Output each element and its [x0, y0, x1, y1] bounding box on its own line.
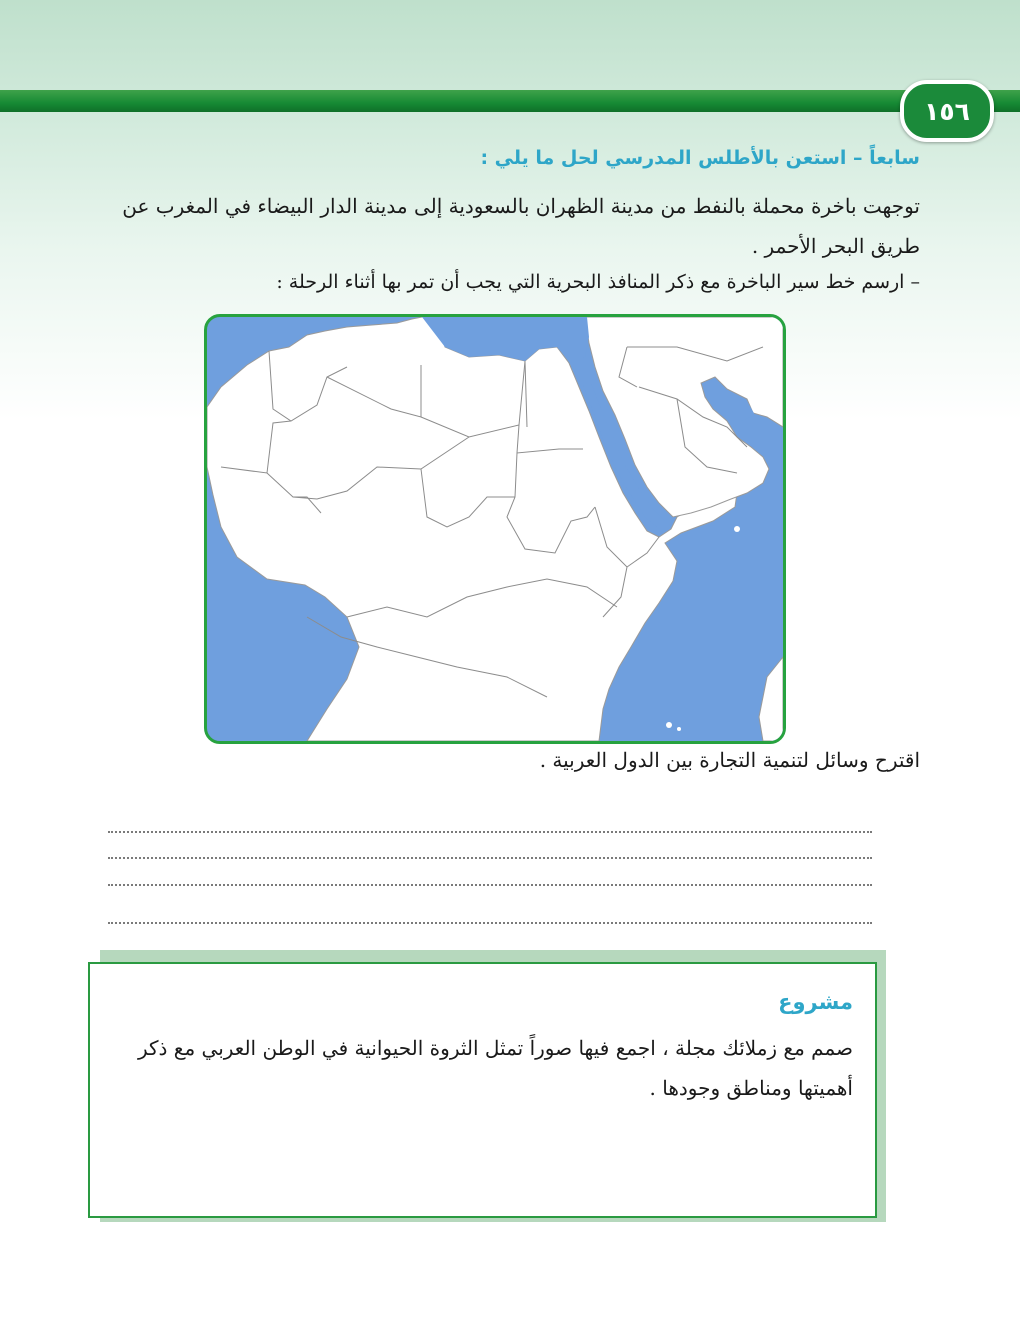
project-title: مشروع — [778, 990, 853, 1014]
section-heading: سابعاً – استعن بالأطلس المدرسي لحل ما يلي : — [480, 147, 920, 169]
trip-description: توجهت باخرة محملة بالنفط من مدينة الظهران بالسعودية إلى مدينة الدار البيضاء في المغرب عن طريق البحر الأحمر . — [122, 194, 920, 258]
answer-line-3[interactable] — [108, 884, 872, 886]
project-box — [88, 962, 877, 1218]
project-text: صمم مع زملائك مجلة ، اجمع فيها صوراً تمثل الثروة الحيوانية في الوطن العربي مع ذكر أهميتها ومناطق وجودها . — [137, 1036, 853, 1100]
map-instruction: – ارسم خط سير الباخرة مع ذكر المنافذ البحرية التي يجب أن تمر بها أثناء الرحلة : — [276, 271, 920, 293]
arab-world-map[interactable] — [204, 314, 786, 744]
trade-question: اقترح وسائل لتنمية التجارة بين الدول العربية . — [539, 748, 920, 772]
page-number-badge: ١٥٦ — [900, 80, 994, 142]
arab-world-outline-map-icon — [207, 317, 783, 741]
header-green-band — [0, 90, 1020, 112]
answer-line-1[interactable] — [108, 831, 872, 833]
answer-line-2[interactable] — [108, 857, 872, 859]
answer-line-4[interactable] — [108, 922, 872, 924]
